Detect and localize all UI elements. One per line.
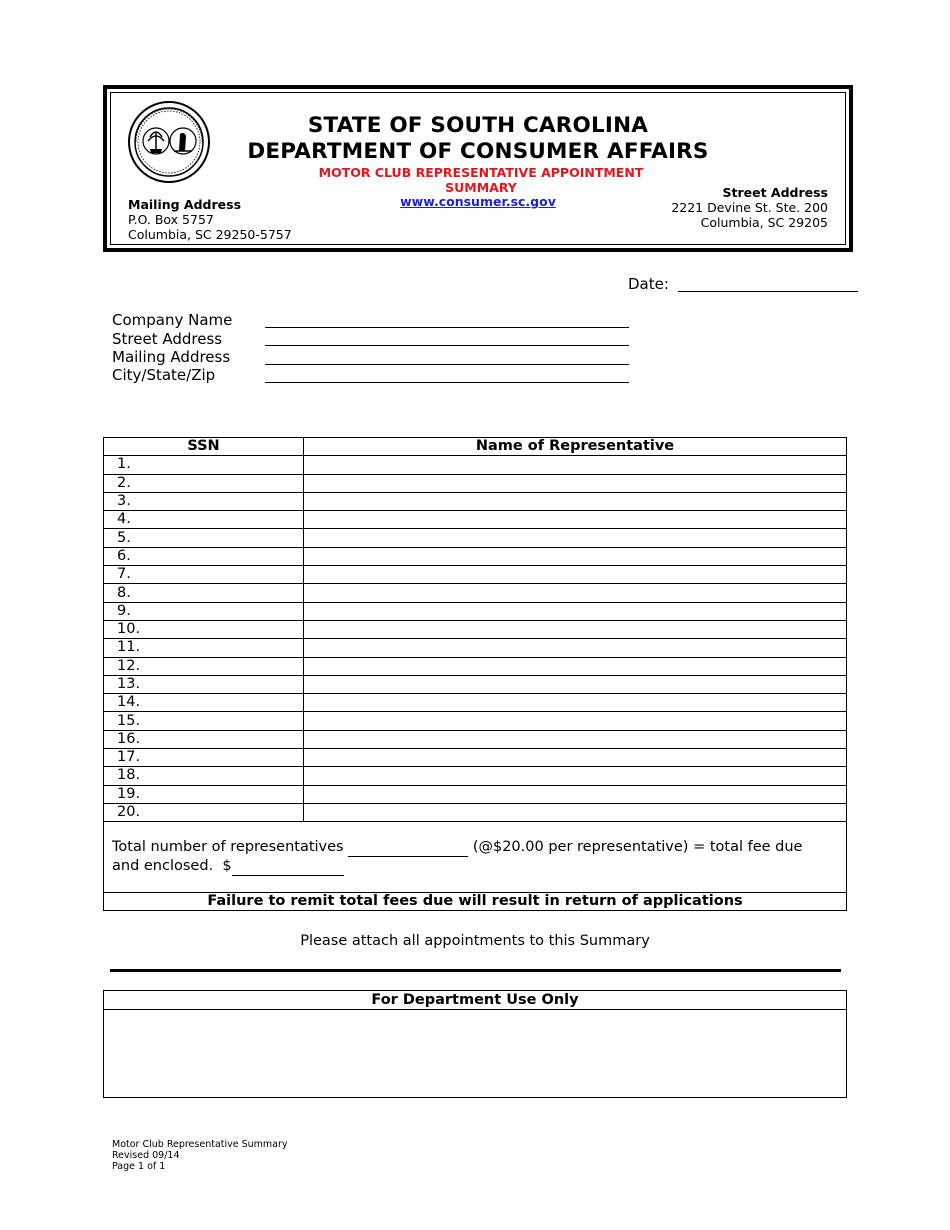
warning-row (104, 893, 847, 911)
table-row (104, 785, 847, 803)
title-state: STATE OF SOUTH CAROLINA (307, 113, 649, 138)
representative-name-cell[interactable] (304, 456, 847, 474)
street-address (671, 185, 828, 230)
representative-name-cell[interactable] (304, 749, 847, 767)
representative-name-cell[interactable] (304, 584, 847, 602)
ssn-cell[interactable]: 13. (104, 675, 304, 693)
total-text-b: (@$20.00 per representative) = total fee due (472, 839, 803, 856)
ssn-cell[interactable]: 5. (104, 529, 304, 547)
representative-name-cell[interactable] (304, 694, 847, 712)
ssn-cell[interactable]: 20. (104, 803, 304, 821)
representative-name-cell[interactable] (304, 730, 847, 748)
representative-name-cell[interactable] (304, 566, 847, 584)
ssn-cell[interactable]: 10. (104, 620, 304, 638)
mailing-address-line2: Columbia, SC 29250-5757 (128, 227, 292, 242)
city-state-zip-label: City/State/Zip (112, 366, 216, 384)
table-row (104, 675, 847, 693)
ssn-cell[interactable]: 6. (104, 547, 304, 565)
table-row (104, 767, 847, 785)
table-row (104, 803, 847, 821)
mailing-address-label: Mailing Address (128, 197, 242, 212)
representatives-table (103, 437, 847, 911)
representative-name-cell[interactable] (304, 529, 847, 547)
total-row (104, 822, 847, 893)
table-row (104, 584, 847, 602)
company-name-label: Company Name (112, 311, 233, 329)
table-row (104, 529, 847, 547)
section-divider (110, 969, 841, 972)
department-use-box (103, 990, 847, 1098)
footer (112, 1139, 288, 1172)
representative-name-cell[interactable] (304, 620, 847, 638)
street-address-field[interactable] (265, 345, 629, 346)
ssn-cell[interactable]: 2. (104, 474, 304, 492)
representative-name-cell[interactable] (304, 657, 847, 675)
ssn-cell[interactable]: 11. (104, 639, 304, 657)
header-box (103, 85, 853, 252)
street-address-label: Street Address (722, 185, 828, 200)
table-row (104, 474, 847, 492)
date-field[interactable] (678, 291, 858, 292)
footer-revision: Revised 09/14 (112, 1150, 180, 1161)
representative-name-cell[interactable] (304, 547, 847, 565)
total-text-c: and enclosed. (112, 858, 214, 875)
ssn-cell[interactable]: 7. (104, 566, 304, 584)
form-subtitle: MOTOR CLUB REPRESENTATIVE APPOINTMENT SUMMARY (318, 165, 644, 195)
representative-name-cell[interactable] (304, 492, 847, 510)
representative-name-cell[interactable] (304, 474, 847, 492)
table-row (104, 730, 847, 748)
representative-name-cell[interactable] (304, 785, 847, 803)
ssn-cell[interactable]: 15. (104, 712, 304, 730)
table-row (104, 749, 847, 767)
representative-name-cell[interactable] (304, 767, 847, 785)
mailing-address (128, 197, 292, 242)
website-link[interactable]: www.consumer.sc.gov (400, 194, 556, 209)
ssn-cell[interactable]: 3. (104, 492, 304, 510)
attach-note: Please attach all appointments to this Summary (300, 933, 650, 949)
ssn-cell[interactable]: 12. (104, 657, 304, 675)
representative-name-cell[interactable] (304, 803, 847, 821)
ssn-cell[interactable]: 1. (104, 456, 304, 474)
mailing-address-field[interactable] (265, 364, 629, 365)
ssn-cell[interactable]: 14. (104, 694, 304, 712)
total-fee-field[interactable] (232, 857, 344, 876)
footer-form-name: Motor Club Representative Summary (112, 1139, 288, 1150)
footer-page: Page 1 of 1 (112, 1161, 166, 1172)
ssn-cell[interactable]: 17. (104, 749, 304, 767)
ssn-cell[interactable]: 8. (104, 584, 304, 602)
street-address-line1: 2221 Devine St. Ste. 200 (671, 200, 828, 215)
ssn-cell[interactable]: 16. (104, 730, 304, 748)
table-row (104, 456, 847, 474)
company-name-field[interactable] (265, 327, 629, 328)
total-fee-statement (104, 822, 847, 893)
title-department: DEPARTMENT OF CONSUMER AFFAIRS (247, 139, 709, 164)
ssn-cell[interactable]: 9. (104, 602, 304, 620)
table-row (104, 712, 847, 730)
mailing-address-line1: P.O. Box 5757 (128, 212, 214, 227)
failure-warning: Failure to remit total fees due will result in return of applications (104, 893, 847, 911)
ssn-cell[interactable]: 4. (104, 511, 304, 529)
table-row (104, 620, 847, 638)
date-label: Date: (628, 275, 669, 293)
city-state-zip-field[interactable] (265, 382, 629, 383)
table-row (104, 694, 847, 712)
table-row (104, 602, 847, 620)
table-row (104, 657, 847, 675)
table-row (104, 639, 847, 657)
representative-name-cell[interactable] (304, 639, 847, 657)
table-row (104, 492, 847, 510)
department-use-header: For Department Use Only (104, 991, 846, 1010)
total-text-a: Total number of representatives (112, 839, 344, 856)
table-row (104, 566, 847, 584)
representative-name-cell[interactable] (304, 712, 847, 730)
representative-name-cell[interactable] (304, 511, 847, 529)
table-row (104, 511, 847, 529)
street-address-field-label: Street Address (112, 330, 223, 348)
ssn-cell[interactable]: 18. (104, 767, 304, 785)
street-address-line2: Columbia, SC 29205 (700, 215, 828, 230)
total-representatives-field[interactable] (348, 838, 468, 857)
ssn-column-header: SSN (104, 438, 304, 456)
dollar-sign: $ (222, 858, 232, 875)
mailing-address-field-label: Mailing Address (112, 348, 231, 366)
name-column-header: Name of Representative (304, 438, 847, 456)
table-row (104, 547, 847, 565)
header-inner-border (110, 92, 846, 245)
ssn-cell[interactable]: 19. (104, 785, 304, 803)
representative-name-cell[interactable] (304, 602, 847, 620)
representative-name-cell[interactable] (304, 675, 847, 693)
table-header-row (104, 438, 847, 456)
